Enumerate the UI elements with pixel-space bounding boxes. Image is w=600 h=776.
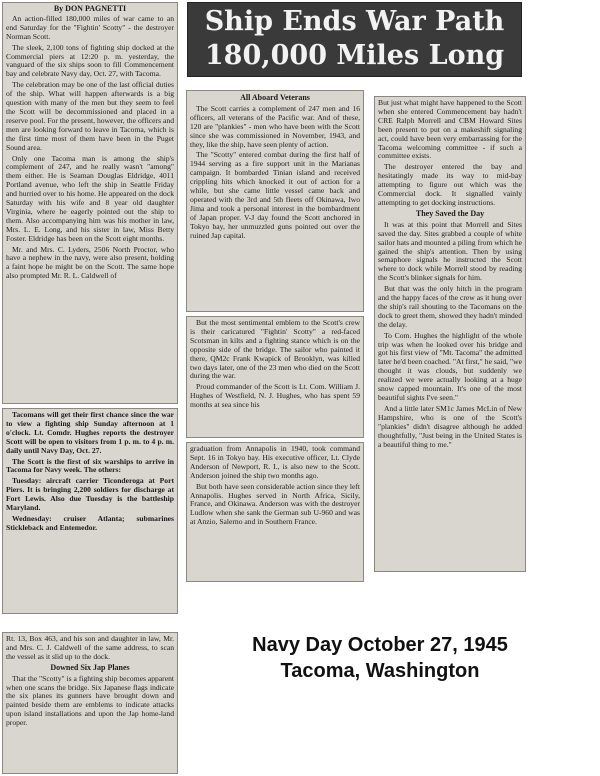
article-column-2-bottom xyxy=(186,442,364,582)
article-paragraph: An action-filled 180,000 miles of war came to an end Saturday for the "Fightin' Scotty" - the destroyer Norman Scott. xyxy=(6,13,174,41)
article-paragraph: Proud commander of the Scott is Lt. Com. William J. Hughes of Westfield, N. J. Hughes, who has spent 59 months at sea since his xyxy=(190,382,360,410)
caption-date: Navy Day October 27, 1945 xyxy=(252,634,508,656)
byline: By DON PAGNETTI xyxy=(53,4,127,13)
article-paragraph: But just what might have happened to the Scott when she entered Commencement bay hadn't CRE Ralph Morrell and CBM Howard Sites been present to put on a makeshift signaling act, could have been very embarrassing for the Tacoma welcoming committee - if such a committee exists. xyxy=(378,98,522,161)
article-paragraph: The sleek, 2,100 tons of fighting ship docked at the Commercial piers at 12:20 p. m. yesterday, the vanguard of the six ships soon to fill Commencement bay and celebrate Navy day, Oct. 27, with Tacoma. xyxy=(6,42,174,79)
subheading: Downed Six Jap Planes xyxy=(50,662,130,672)
headline-line-1: Ship Ends War Path xyxy=(204,6,505,37)
visitor-notice-clipping xyxy=(2,408,178,614)
article-paragraph: But both have seen considerable action since they left Annapolis. Hughes served in North Africa, Sicily, France, and Okinawa. Anderson was with the destroyer Ludlow when she sank the German sub U-960 and was at Anzio, Salerno and in Southern France. xyxy=(190,481,360,527)
article-paragraph: The Scott carries a complement of 247 men and 16 officers, all veterans of the Pacific war. And of these, 120 are "plankies" - men who have been with the Scott since she was commissioned in November, 1943, and they, like the ship, have seen plenty of action. xyxy=(190,103,360,149)
article-paragraph: The destroyer entered the bay and hesitatingly made its way to mid-bay attempting to figure out which was the Commercial dock. It signalled vainly attempting to get docking instructions. xyxy=(378,162,522,207)
article-paragraph: That the "Scotty" is a fighting ship becomes apparent when one scans the bridge. Six Japanese flags indicate the six planes its gunners have brought down and painted beside them are emblems to indicate attacks upon island installations and upon the Jap home-land proper. xyxy=(6,673,174,728)
article-paragraph: To Com. Hughes the highlight of the whole trip was when he looked over his bridge and got his first view of "Mt. Tacoma" the admitted later he'd been coached. "At first," he said, "we thought it was clouds, but suddenly we realized we were actually looking at a huge snow capped mountain. It's one of the most beautiful sights I've seen." xyxy=(378,330,522,402)
subheading: They Saved the Day xyxy=(415,208,485,218)
article-paragraph: Mr. and Mrs. C. Lyders, 2506 North Proctor, who have a nephew in the navy, were also present, holding a faint hope he might be on the Scott. The same hope also prompted Mr. R. L. Caldwell of xyxy=(6,244,174,281)
article-column-2 xyxy=(186,90,364,312)
article-paragraph: The "Scotty" entered combat during the first half of 1944 serving as a fire support unit in the Marianas campaign. It bombarded Tinian island and received crippling hits which knocked it out of action for a while, but she came little vessel came back and operated with the 3rd and 5th fleets off Okinawa, Iwo Jima and took a personal interest in the bombardment of Japan proper. V-J day found the Scott anchored in Tokyo bay, her unmuzzled guns pointed out over the ruined Jap capital. xyxy=(190,150,360,240)
article-paragraph: But the most sentimental emblem to the Scott's crew is their caricatured "Fightin' Scotty" a red-faced Scotsman in kilts and a fighting stance which is on the opposite side of the bridge. The sailor who painted it there, QM2c Frank Kwapick of Brooklyn, was killed two days later, one of the 23 men who died on the Scott during the war. xyxy=(190,318,360,381)
article-column-2-middle xyxy=(186,316,364,438)
article-paragraph: graduation from Annapolis in 1940, took command Sept. 16 in Tokyo bay. His executive officer, Lt. Clyde Anderson of Newport, R. I., is also new to the Scott. Anderson joined the ship two months ago. xyxy=(190,444,360,480)
notice-paragraph: Tacomans will get their first chance since the war to view a fighting ship Sunday afternoon at 1 o'clock. Lt. Comdr. Hughes reports the destroyer Scott will be open to visitors from 1 p. m. to 4 p. m. daily until Navy Day, Oct. 27. xyxy=(6,410,174,455)
article-paragraph: Only one Tacoma man is among the ship's complement of 247, and he really wasn't "among" them either. He is Seaman Douglas Eldridge, 4011 Portland avenue, who left the ship in Seattle Friday and hurried over to his home. He appeared on the dock Saturday with his wife and 8 year old daughter Virginia, where he eagerly pointed out the ship to them. Also accompanying him was his mother in law, Mrs. L. E. Long, and his sister in law, Miss Betty Foster. Eldridge has been on the Scott eight months. xyxy=(6,153,174,243)
article-paragraph: And a little later SM1c James McLin of New Hampshire, who is one of the Scott's "plankies" didn't disagree although he added thoughtfully, "Just being in the United States is a beautiful thing to me." xyxy=(378,403,522,449)
notice-paragraph: The Scott is the first of six warships to arrive in Tacoma for Navy week. The others: xyxy=(6,456,174,475)
page-caption xyxy=(200,632,560,684)
article-paragraph: Rt. 13, Box 463, and his son and daughter in law, Mr. and Mrs. C. J. Caldwell of the same address, to scan the vessel as it slid up to the dock. xyxy=(6,634,174,661)
article-column-3 xyxy=(374,96,526,572)
article-column-1-continued xyxy=(2,632,178,774)
headline-line-2: 180,000 Miles Long xyxy=(204,40,505,71)
article-paragraph: It was at this point that Morrell and Sites saved the day. Sites grabbed a couple of white sailor hats and mounted a piling from which he gained the ship's attention. Then by using semaphore signals he instructed the Scott where to dock while Morrell stood by reading the Scott's blinker signals for him. xyxy=(378,219,522,283)
subheading: All Aboard Veterans xyxy=(240,93,310,102)
article-column-1 xyxy=(2,2,178,404)
article-paragraph: The celebration may be one of the last official duties of the ship. What will happen afterwards is a big question with many of the men but they seem to feel the Scott will be decommissioned and placed in a reserve pool. For the present, however, the officers and men are looking forward to leave in Tacoma, which is the first time most of them have been in the Puget Sound area. xyxy=(6,80,174,152)
notice-paragraph: Tuesday: aircraft carrier Ticonderoga at Port Piers. It is bringing 2,200 soldiers for discharge at Fort Lewis. Also due Tuesday is the battleship Maryland. xyxy=(6,476,174,513)
notice-paragraph: Wednesday: cruiser Atlanta; submarines Stickleback and Entemedor. xyxy=(6,513,174,532)
headline-banner xyxy=(187,2,522,77)
article-paragraph: But that was the only hitch in the program and the happy faces of the crew as it hung over the ship's rail shouting to the Tacomans on the dock to greet them, showed they hadn't minded the delay. xyxy=(378,284,522,329)
caption-location: Tacoma, Washington xyxy=(280,660,480,682)
